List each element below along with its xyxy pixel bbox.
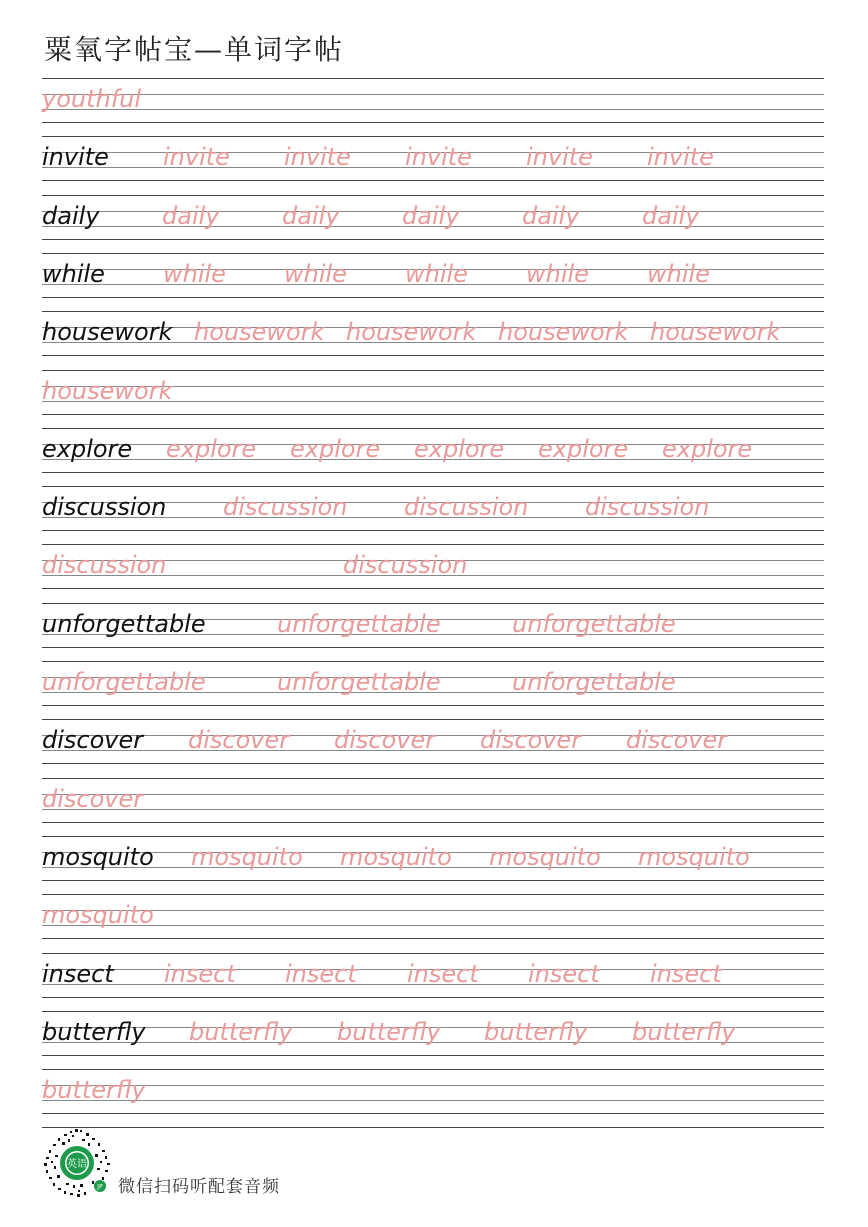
rule-line: [42, 953, 824, 954]
trace-word: insect: [528, 959, 600, 988]
trace-word: explore: [662, 434, 753, 463]
trace-word: unforgettable: [512, 668, 676, 696]
rule-line: [42, 472, 824, 473]
model-word: while: [42, 259, 105, 288]
trace-word: invite: [163, 143, 230, 172]
rule-line: [42, 880, 824, 881]
trace-word: butterfly: [632, 1017, 736, 1046]
trace-word: mosquito: [42, 901, 154, 930]
ruled-row: [42, 603, 824, 661]
trace-word: unforgettable: [277, 609, 441, 638]
model-word: daily: [42, 201, 100, 230]
rule-line: [42, 1069, 824, 1070]
rule-line: [42, 355, 824, 356]
trace-word: unforgettable: [512, 609, 676, 638]
model-word: butterfly: [42, 1017, 146, 1046]
ruled-row: [42, 836, 824, 894]
rule-line: [42, 1055, 824, 1056]
model-word: invite: [42, 143, 109, 172]
rule-line: [42, 778, 824, 779]
trace-word: housework: [42, 376, 173, 405]
trace-word: while: [526, 259, 589, 288]
rule-line: [42, 1085, 824, 1086]
rule-line: [42, 122, 824, 123]
ruled-row: [42, 1011, 824, 1069]
rule-line: [42, 530, 824, 531]
trace-word: explore: [166, 434, 257, 463]
trace-word: youthful: [42, 85, 142, 113]
rule-line: [42, 109, 824, 110]
model-word: discussion: [42, 493, 167, 522]
trace-word: insect: [650, 959, 722, 988]
trace-word: while: [647, 259, 710, 288]
trace-word: discussion: [223, 493, 348, 522]
ruled-row: [42, 661, 824, 719]
rule-line: [42, 1113, 824, 1114]
rule-line: [42, 239, 824, 240]
rule-line: [42, 253, 824, 254]
trace-word: explore: [414, 434, 505, 463]
rule-line: [42, 78, 824, 79]
trace-word: housework: [650, 318, 781, 347]
ruled-row: [42, 544, 824, 602]
ruled-row: [42, 136, 824, 194]
ruled-row: [42, 894, 824, 952]
rule-line: [42, 794, 824, 795]
rule-line: [42, 94, 824, 95]
trace-word: discover: [188, 726, 290, 755]
qr-code-icon[interactable]: [42, 1128, 112, 1198]
trace-word: explore: [290, 434, 381, 463]
trace-word: while: [405, 259, 468, 288]
rule-line: [42, 894, 824, 895]
trace-word: daily: [402, 201, 460, 230]
rule-line: [42, 428, 824, 429]
rule-line: [42, 647, 824, 648]
rule-line: [42, 925, 824, 926]
ruled-row: [42, 719, 824, 777]
trace-word: butterfly: [189, 1017, 293, 1046]
trace-word: butterfly: [337, 1017, 441, 1046]
ruled-row: [42, 78, 824, 136]
rule-line: [42, 763, 824, 764]
trace-word: discover: [626, 726, 728, 755]
rule-line: [42, 938, 824, 939]
model-word: mosquito: [42, 842, 154, 871]
model-word: housework: [42, 318, 173, 347]
trace-word: housework: [346, 318, 477, 347]
rule-line: [42, 1100, 824, 1101]
rule-line: [42, 822, 824, 823]
qr-badge-label: 英语: [67, 1159, 87, 1170]
trace-word: discussion: [585, 493, 710, 522]
rule-line: [42, 836, 824, 837]
model-word: explore: [42, 434, 133, 463]
trace-word: insect: [285, 959, 357, 988]
ruled-row: [42, 953, 824, 1011]
rule-line: [42, 311, 824, 312]
rule-line: [42, 809, 824, 810]
trace-word: butterfly: [42, 1076, 146, 1105]
ruled-row: [42, 253, 824, 311]
model-word: unforgettable: [42, 609, 206, 638]
trace-word: discover: [42, 784, 144, 813]
trace-word: mosquito: [489, 842, 601, 871]
trace-word: discover: [480, 726, 582, 755]
trace-word: daily: [642, 201, 700, 230]
rule-line: [42, 588, 824, 589]
rule-line: [42, 486, 824, 487]
trace-word: discussion: [343, 551, 468, 580]
rule-line: [42, 180, 824, 181]
trace-word: unforgettable: [42, 668, 206, 696]
rule-line: [42, 661, 824, 662]
trace-word: mosquito: [191, 842, 303, 871]
footer-caption: 微信扫码听配套音频: [118, 1177, 280, 1197]
trace-word: while: [284, 259, 347, 288]
rule-line: [42, 603, 824, 604]
rule-line: [42, 719, 824, 720]
ruled-row: [42, 428, 824, 486]
trace-word: discussion: [404, 493, 529, 522]
trace-word: butterfly: [484, 1017, 588, 1046]
trace-word: housework: [194, 318, 325, 347]
rule-line: [42, 544, 824, 545]
model-word: discover: [42, 726, 144, 755]
ruled-row: [42, 311, 824, 369]
trace-word: invite: [526, 143, 593, 172]
trace-word: while: [163, 259, 226, 288]
qr-corner-label: JP: [97, 1183, 103, 1191]
trace-word: invite: [284, 143, 351, 172]
page-title: 粟氧字帖宝—单词字帖: [44, 33, 345, 66]
model-word: insect: [42, 959, 114, 988]
trace-word: unforgettable: [277, 668, 441, 696]
rule-line: [42, 414, 824, 415]
trace-word: invite: [405, 143, 472, 172]
rule-line: [42, 1127, 824, 1128]
ruled-row: [42, 1069, 824, 1127]
ruled-row: [42, 195, 824, 253]
trace-word: insect: [407, 959, 479, 988]
trace-word: daily: [162, 201, 220, 230]
rule-line: [42, 705, 824, 706]
trace-word: housework: [498, 318, 629, 347]
trace-word: daily: [282, 201, 340, 230]
trace-word: discover: [334, 726, 436, 755]
ruled-row: [42, 486, 824, 544]
trace-word: mosquito: [638, 842, 750, 871]
trace-word: daily: [522, 201, 580, 230]
trace-word: discussion: [42, 551, 167, 580]
rule-line: [42, 136, 824, 137]
rule-line: [42, 997, 824, 998]
trace-word: mosquito: [340, 842, 452, 871]
trace-word: explore: [538, 434, 629, 463]
trace-word: invite: [647, 143, 714, 172]
rule-line: [42, 910, 824, 911]
rule-line: [42, 1011, 824, 1012]
rule-line: [42, 370, 824, 371]
trace-word: insect: [164, 959, 236, 988]
rule-line: [42, 195, 824, 196]
ruled-row: [42, 778, 824, 836]
rule-line: [42, 297, 824, 298]
ruled-row: [42, 370, 824, 428]
